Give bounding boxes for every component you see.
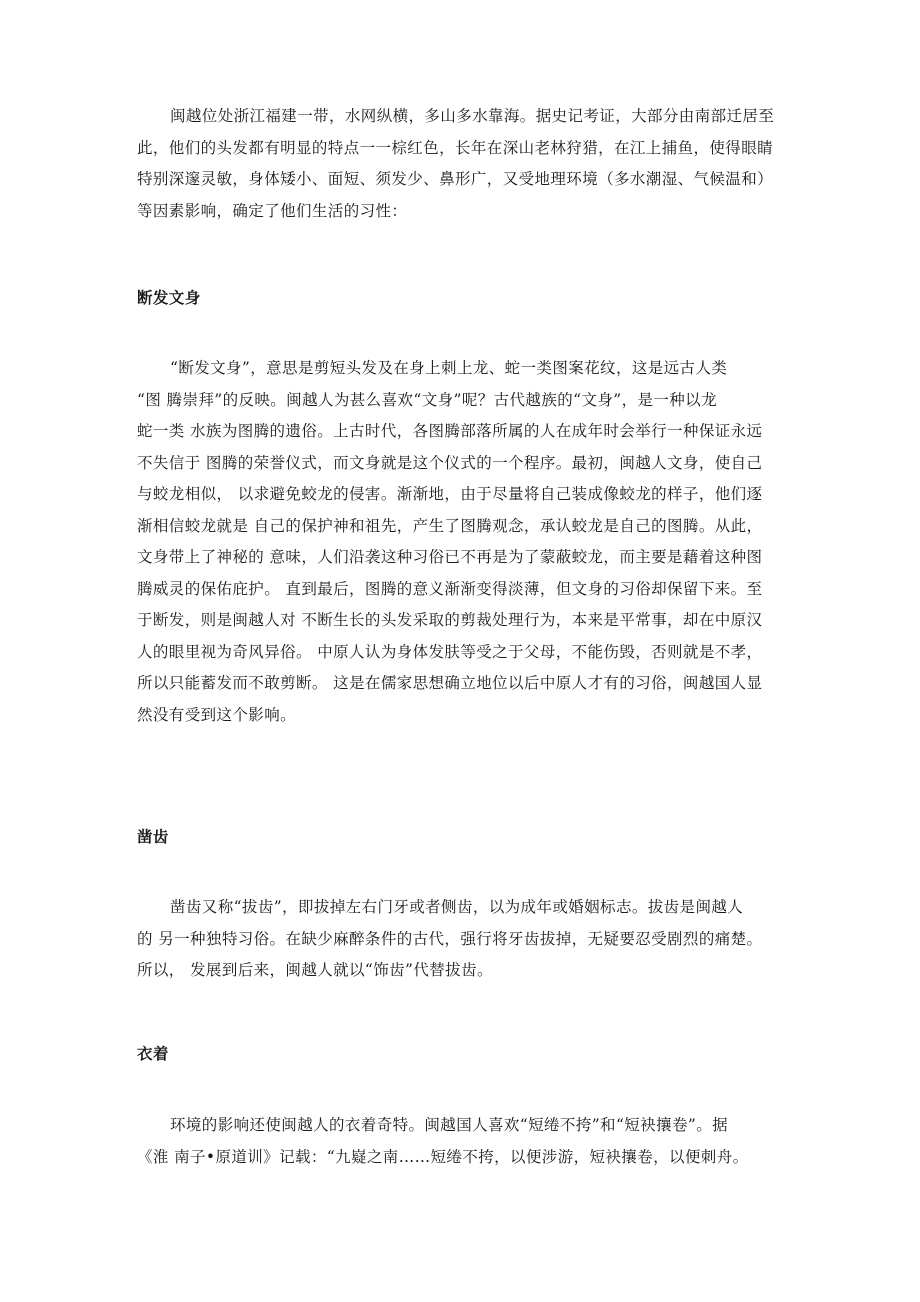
- paragraph-line: 腾威灵的保佑庇护。 直到最后，图腾的意义渐渐变得淡薄，但文身的习俗却保留下来。至: [137, 579, 763, 598]
- paragraph-line: 特别深邃灵敏，身体矮小、面短、须发少、鼻形广，又受地理环境（多水潮湿、气候温和）: [137, 170, 774, 188]
- intro-paragraph: [137, 101, 792, 227]
- paragraph-line: 于断发，则是闽越人对 不断生长的头发采取的剪裁处理行为，本来是平常事，却在中原汉: [137, 611, 763, 629]
- paragraph-line: 闽越位处浙江福建一带，水网纵横，多山多水靠海。据史记考证，大部分由南部迁居至: [170, 107, 775, 125]
- paragraph-line: “图 腾崇拜”的反映。闽越人为甚么喜欢“文身”呢？古代越族的“文身”，是一种以龙: [137, 390, 717, 409]
- paragraph-line: 凿齿又称“拔齿”，即拔掉左右门牙或者侧齿，以为成年或婚姻标志。拔齿是闽越人: [170, 898, 744, 916]
- yizhuo-paragraph: [137, 1110, 792, 1173]
- section-heading-zaochi: 凿齿: [137, 828, 169, 846]
- paragraph-line: 所以， 发展到后来，闽越人就以“饰齿”代替拔齿。: [137, 961, 493, 979]
- paragraph-line: 渐相信蛟龙就是 自己的保护神和祖先，产生了图腾观念，承认蛟龙是自己的图腾。从此，: [137, 516, 763, 535]
- paragraph-line: “断发文身”，意思是剪短头发及在身上刺上龙、蛇一类图案花纹，这是远古人类: [170, 359, 728, 377]
- zaochi-paragraph: [137, 892, 792, 987]
- paragraph-line: 不失信于 图腾的荣誉仪式，而文身就是这个仪式的一个程序。最初，闽越人文身，使自己: [137, 453, 763, 472]
- paragraph-line: 所以只能蓄发而不敢剪断。 这是在儒家思想确立地位以后中原人才有的习俗，闽越国人显: [137, 674, 763, 692]
- paragraph-line: 蛇一类 水族为图腾的遗俗。上古时代，各图腾部落所属的人在成年时会举行一种保证永远: [137, 422, 763, 440]
- paragraph-line: 环境的影响还使闽越人的衣着奇特。闽越国人喜欢“短绻不挎”和“短袂攘卷”。据: [170, 1116, 728, 1134]
- paragraph-line: 文身带上了神秘的 意味，人们沿袭这种习俗已不再是为了蒙蔽蛟龙，而主要是藉着这种图: [137, 548, 763, 566]
- duanfa-paragraph: [137, 353, 792, 731]
- paragraph-line: 人的眼里视为奇风异俗。 中原人认为身体发肤等受之于父母，不能伤毁，否则就是不孝，: [137, 642, 763, 661]
- paragraph-line: 等因素影响，确定了他们生活的习性：: [137, 201, 408, 220]
- paragraph-line: 与蛟龙相似， 以求避免蛟龙的侵害。渐渐地，由于尽量将自己装成像蛟龙的样子，他们逐: [137, 485, 763, 503]
- section-heading-duanfa: 断发文身: [137, 289, 201, 307]
- paragraph-line: 此，他们的头发都有明显的特点一一棕红色，长年在深山老林狩猎，在江上捕鱼，使得眼睛: [137, 138, 774, 157]
- paragraph-line: 然没有受到这个影响。: [137, 705, 297, 724]
- section-heading-yizhuo: 衣着: [137, 1045, 169, 1063]
- paragraph-line: 的 另一种独特习俗。在缺少麻醉条件的古代，强行将牙齿拔掉，无疑要忍受剧烈的痛楚。: [137, 929, 763, 948]
- paragraph-line: 《淮 南子•原道训》记载：“九嶷之南……短绻不挎，以便涉游，短袂攘卷，以便刺舟。: [137, 1147, 749, 1166]
